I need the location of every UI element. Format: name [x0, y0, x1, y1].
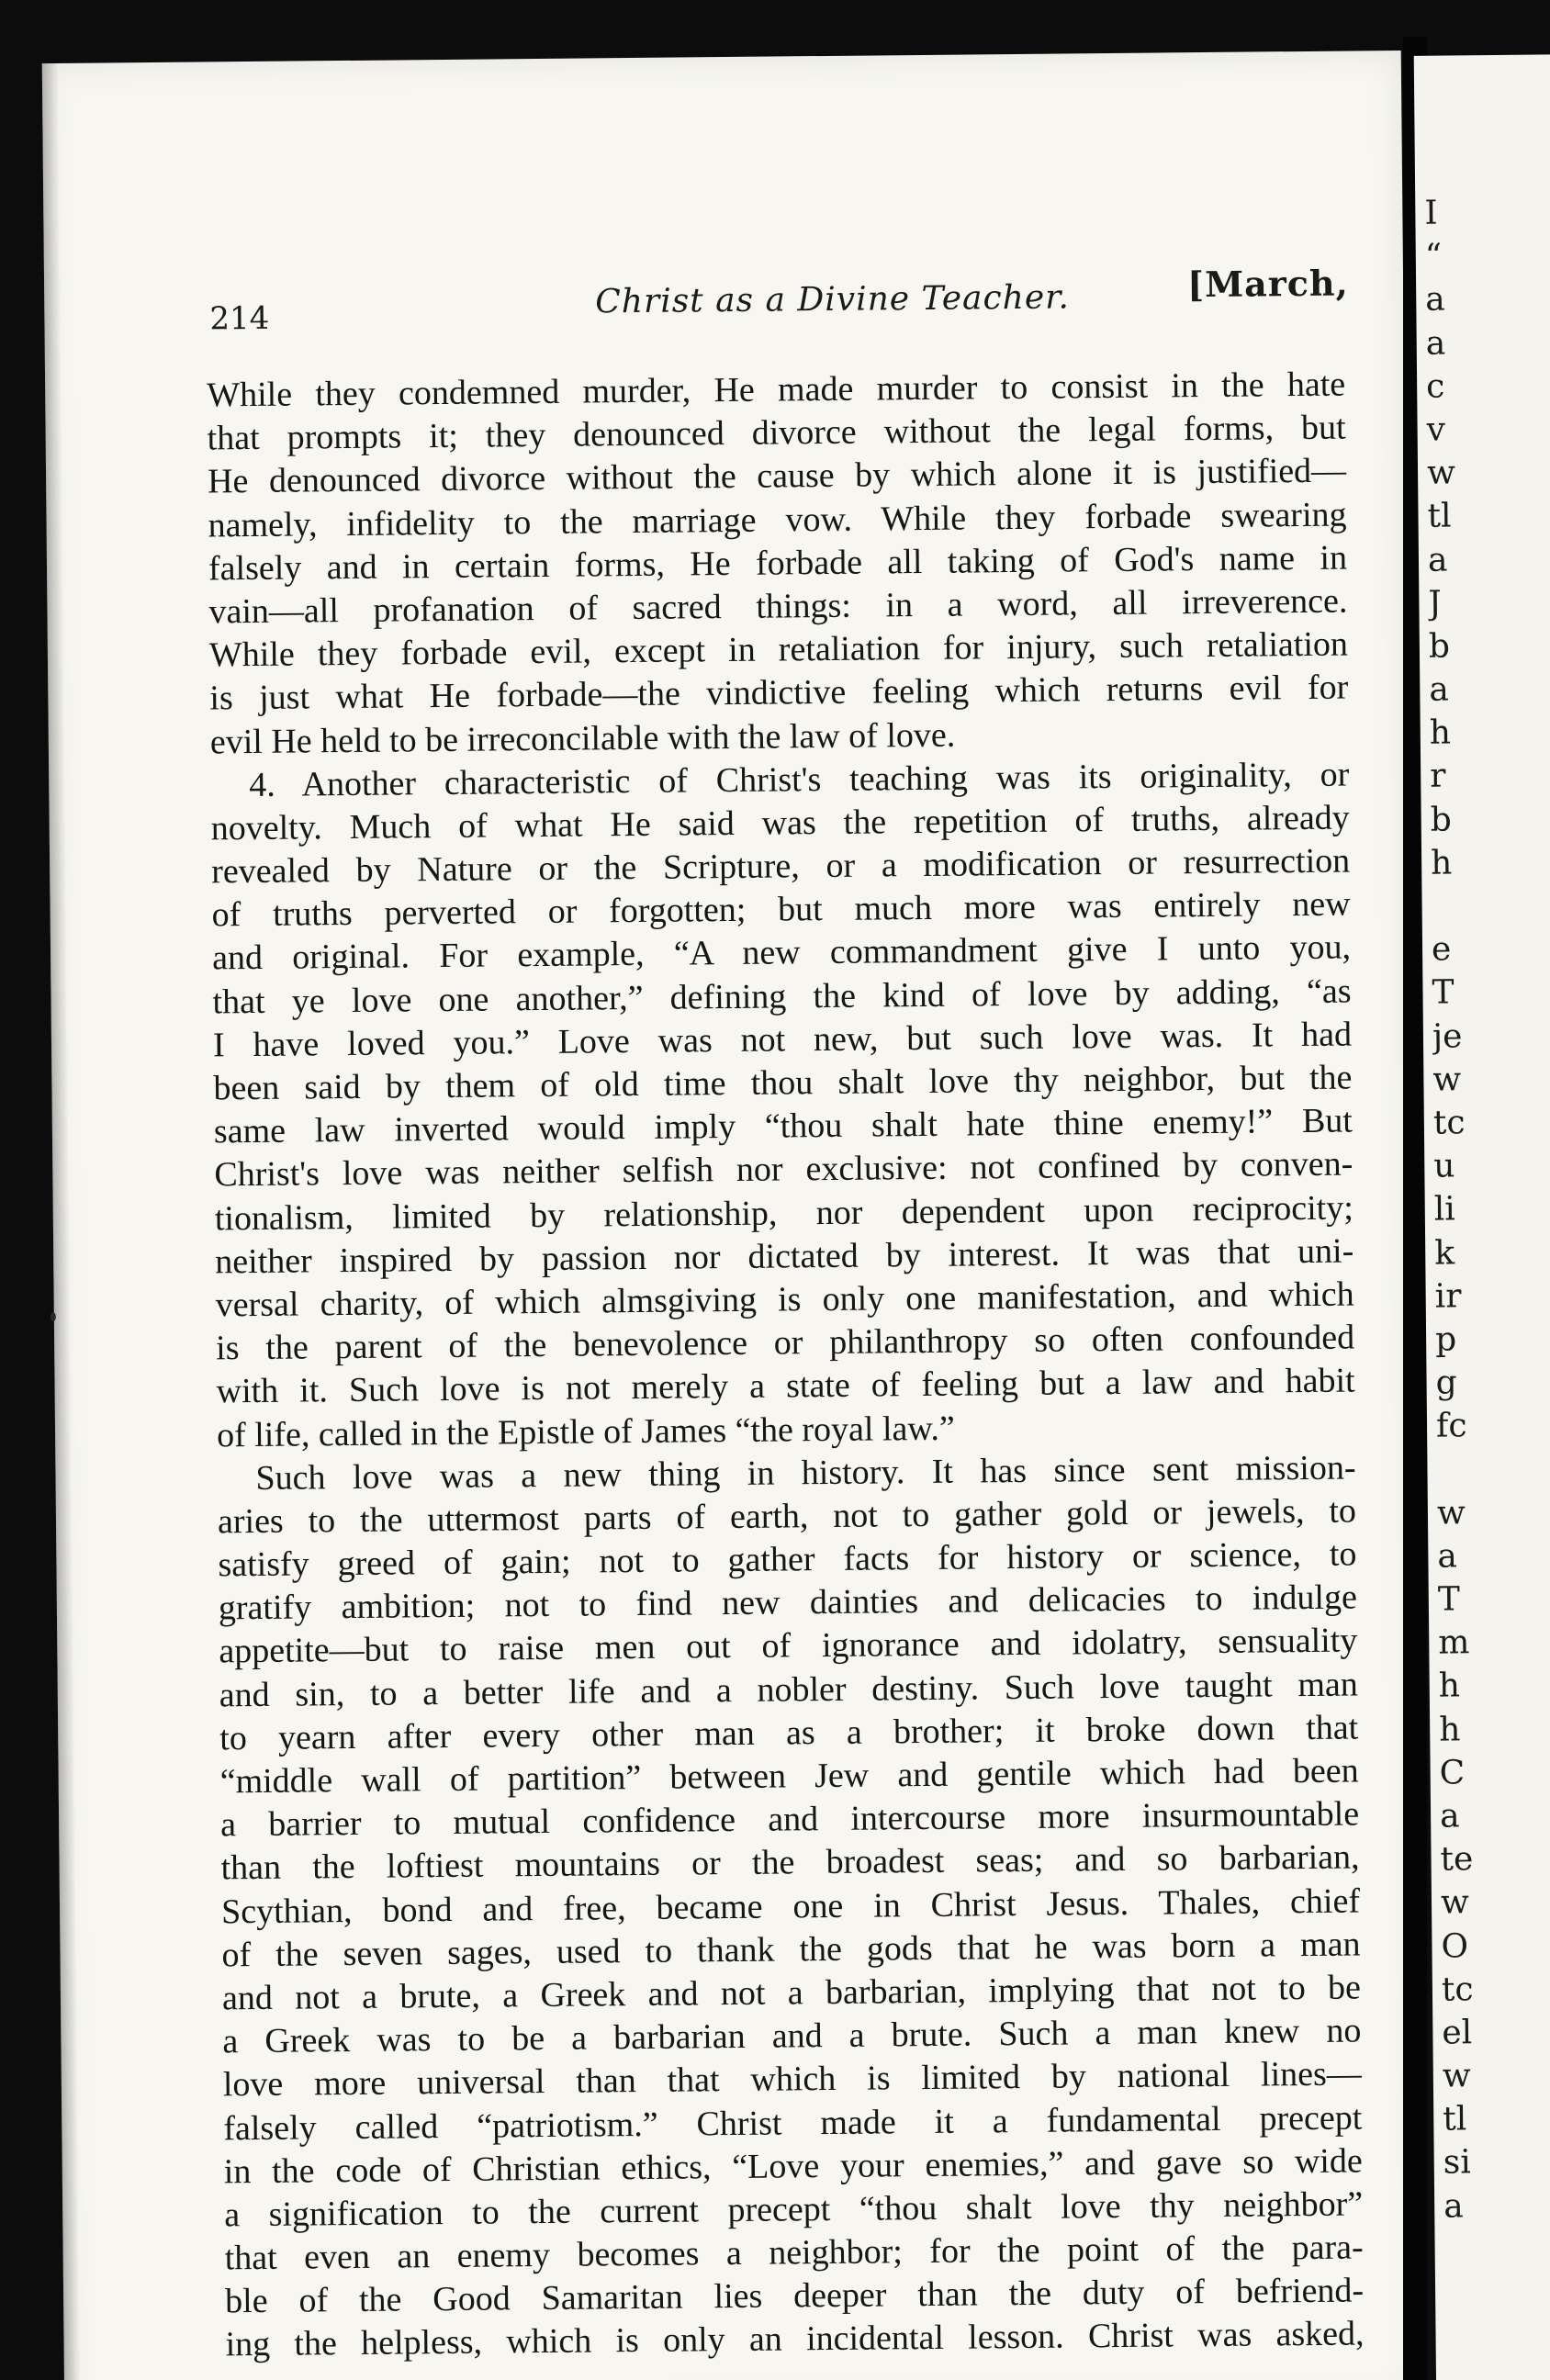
- edge-letter: h: [1439, 1710, 1461, 1749]
- edge-letter: a: [1437, 1537, 1458, 1576]
- text-line: and not a brute, a Greek and not a barbarian, implying that not to be: [221, 1968, 1362, 2018]
- text-line: to yearn after every other man as a brother; it broke down that: [219, 1708, 1359, 1758]
- text-line: Christ's love was neither selfish nor exclusive: not confined by conven-: [214, 1144, 1353, 1195]
- edge-letter: [1436, 1447, 1550, 1491]
- text-line: a Greek was to be a barbarian and a brute. Such a man knew no: [222, 2011, 1362, 2061]
- text-line: of life, called in the Epistle of James “the royal law.”: [216, 1409, 955, 1454]
- text-line: novelty. Much of what He said was the repetition of truths, already: [210, 798, 1350, 848]
- edge-letter: a: [1425, 280, 1445, 320]
- edge-letter: b: [1428, 627, 1451, 666]
- text-line: a barrier to mutual confidence and intercourse more insurmountable: [219, 1794, 1360, 1845]
- edge-letter: si: [1443, 2143, 1471, 2183]
- edge-letter: h: [1430, 844, 1453, 882]
- body-text: [207, 364, 1365, 2367]
- edge-letter: [1431, 883, 1550, 927]
- edge-letter: je: [1432, 1016, 1463, 1056]
- text-line: been said by them of old time thou shalt love thy neighbor, but the: [213, 1058, 1353, 1108]
- text-line: with it. Such love is not merely a state of feeling but a law and habit: [216, 1361, 1355, 1411]
- text-line: of the seven sages, used to thank the gods that he was born a man: [221, 1925, 1361, 1975]
- running-title: Christ as a Divine Teacher.: [595, 278, 1071, 321]
- text-line: falsely and in certain forms, He forbade all taking of God's name in: [208, 538, 1348, 589]
- text-line: is just what He forbade—the vindictive feeling which returns evil for: [209, 668, 1349, 718]
- edge-letter: I: [1424, 194, 1438, 232]
- edge-letter: a: [1425, 324, 1446, 363]
- edge-letter: el: [1442, 2014, 1473, 2052]
- running-month: [March,: [1186, 262, 1350, 306]
- edge-letter: b: [1430, 801, 1452, 839]
- edge-letter: w: [1432, 1061, 1462, 1099]
- text-line: aries to the uttermost parts of earth, not to gather gold or jewels, to: [217, 1491, 1357, 1542]
- page-number: 214: [209, 299, 270, 338]
- text-line: tionalism, limited by relationship, nor dependent upon reciprocity;: [214, 1188, 1353, 1238]
- edge-letter: a: [1439, 1797, 1460, 1836]
- text-line: neither inspired by passion nor dictated by interest. It was that uni-: [215, 1231, 1354, 1282]
- text-line: He denounced divorce without the cause by which alone it is justified—: [207, 451, 1347, 501]
- facing-page-edge: [1414, 54, 1550, 2380]
- edge-letter: w: [1442, 2057, 1471, 2095]
- edge-letter: w: [1436, 1493, 1466, 1532]
- edge-letter: a: [1429, 670, 1450, 709]
- edge-letter: r: [1430, 757, 1446, 796]
- text-line: same law inverted would imply “thou shalt hate thine enemy!” But: [213, 1101, 1353, 1151]
- edge-letter: h: [1429, 713, 1452, 752]
- edge-letter: a: [1427, 541, 1448, 579]
- edge-letter: ir: [1434, 1277, 1462, 1316]
- text-line: revealed by Nature or the Scripture, or a modification or resurrection: [211, 841, 1351, 892]
- edge-letter: tl: [1443, 2100, 1467, 2139]
- text-line: While they forbade evil, except in retaliation for injury, such retaliation: [208, 624, 1349, 675]
- text-line: of truths perverted or forgotten; but much more was entirely new: [211, 884, 1351, 935]
- text-line: “middle wall of partition” between Jew and gentile which had been: [219, 1751, 1359, 1802]
- edge-letter: p: [1434, 1320, 1457, 1359]
- text-line: and sin, to a better life and a nobler destiny. Such love taught man: [219, 1665, 1358, 1715]
- edge-letter: g: [1435, 1364, 1457, 1402]
- text-line: and original. For example, “A new commandment give I unto you,: [211, 927, 1352, 978]
- edge-letter: w: [1440, 1883, 1470, 1922]
- text-line: vain—all profanation of sacred things: in a word, all irreverence.: [208, 581, 1348, 632]
- text-line: than the loftiest mountains or the broadest seas; and so barbarian,: [220, 1837, 1360, 1888]
- text-line: I have loved you.” Love was not new, but such love was. It had: [212, 1015, 1353, 1065]
- edge-letter: w: [1426, 454, 1456, 492]
- text-line: that even an enemy becomes a neighbor; for the point of the para-: [224, 2228, 1364, 2278]
- text-line: in the code of Christian ethics, “Love your enemies,” and gave so wide: [223, 2141, 1363, 2192]
- edge-letter: li: [1433, 1190, 1456, 1229]
- edge-letter: k: [1434, 1233, 1455, 1273]
- text-line: love more universal than that which is limited by national lines—: [222, 2054, 1363, 2105]
- text-line: Such love was a new thing in history. It has since sent mission-: [255, 1448, 1356, 1498]
- edge-letter: tc: [1432, 1104, 1466, 1142]
- book-page: [42, 51, 1424, 2380]
- text-line: gratify ambition; not to find new dainties and delicacies to indulge: [218, 1577, 1358, 1628]
- text-line: While they condemned murder, He made murder to consist in the hate: [207, 365, 1346, 415]
- text-line: versal charity, of which almsgiving is only one manifestation, and which: [215, 1274, 1354, 1325]
- edge-letter: u: [1433, 1147, 1455, 1185]
- text-line: a signification to the current precept “thou shalt love thy neighbor”: [224, 2184, 1364, 2235]
- text-line: appetite—but to raise men out of ignorance and idolatry, sensuality: [219, 1621, 1358, 1671]
- edge-letter: m: [1438, 1623, 1470, 1662]
- edge-letter: T: [1432, 973, 1455, 1013]
- text-line: satisfy greed of gain; not to gather facts for history or science, to: [218, 1534, 1357, 1585]
- text-line: that ye love one another,” defining the kind of love by adding, “as: [212, 971, 1352, 1022]
- text-line: ing the helpless, which is only an incidental lesson. Christ was asked,: [225, 2314, 1365, 2364]
- edge-letter: C: [1439, 1754, 1466, 1792]
- scan-speck: [51, 1312, 56, 1321]
- edge-letter: fc: [1435, 1407, 1467, 1445]
- edge-letter: tc: [1441, 1970, 1474, 2009]
- text-line: ble of the Good Samaritan lies deeper than the duty of befriend-: [224, 2271, 1365, 2321]
- facing-page-letters: [1424, 190, 1550, 2228]
- edge-letter: te: [1440, 1840, 1474, 1879]
- edge-letter: T: [1437, 1580, 1461, 1619]
- edge-letter: “: [1424, 237, 1443, 275]
- edge-letter: c: [1425, 367, 1445, 406]
- edge-letter: O: [1441, 1926, 1469, 1966]
- edge-letter: J: [1428, 584, 1443, 623]
- text-line: falsely called “patriotism.” Christ made it a fundamental precept: [223, 2097, 1363, 2148]
- edge-letter: v: [1426, 410, 1446, 449]
- running-header: [208, 208, 1350, 338]
- edge-letter: a: [1443, 2187, 1464, 2226]
- text-line: evil He held to be irreconcilable with the law of love.: [209, 715, 956, 761]
- text-line: namely, infidelity to the marriage vow. While they forbade swearing: [208, 495, 1347, 545]
- text-line: that prompts it; they denounced divorce without the legal forms, but: [207, 408, 1346, 458]
- text-line: is the parent of the benevolence or philanthropy so often confounded: [215, 1318, 1355, 1368]
- text-line: 4. Another characteristic of Christ's teaching was its originality, or: [249, 755, 1350, 804]
- edge-letter: h: [1438, 1667, 1461, 1706]
- edge-letter: tl: [1427, 497, 1452, 536]
- text-line: Scythian, bond and free, became one in Christ Jesus. Thales, chief: [220, 1881, 1361, 1931]
- edge-letter: e: [1431, 930, 1452, 969]
